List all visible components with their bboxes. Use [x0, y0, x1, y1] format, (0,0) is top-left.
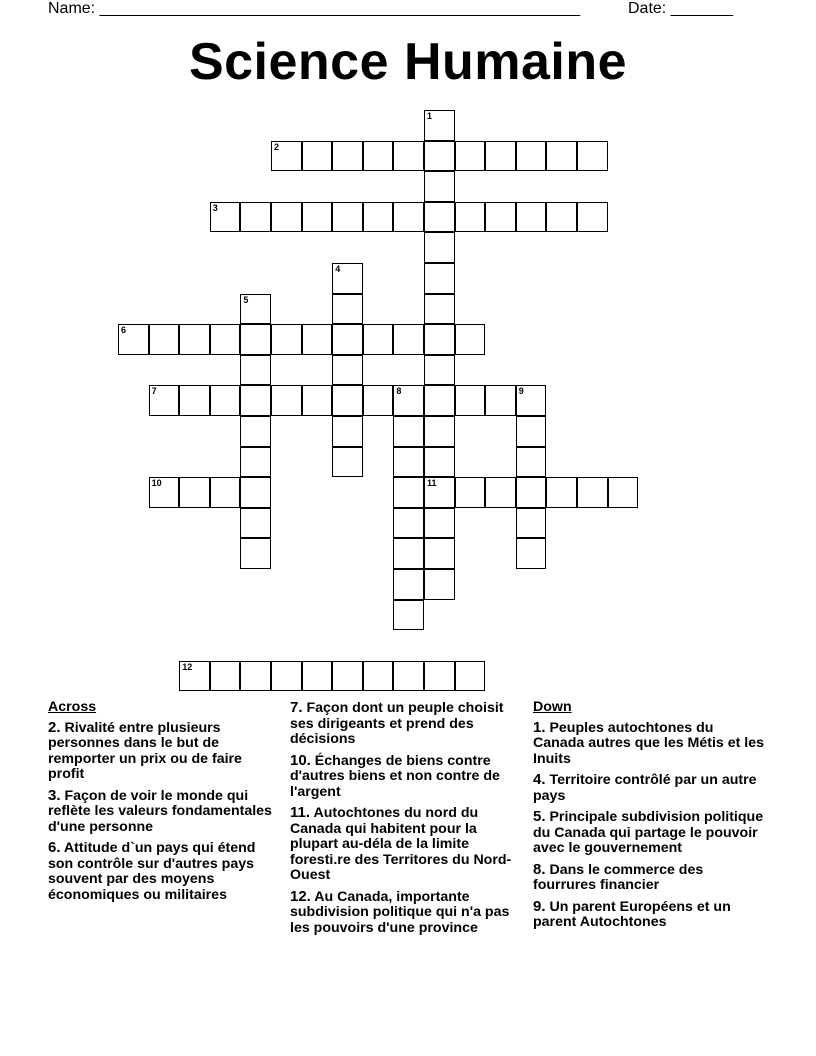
grid-cell[interactable]: [424, 171, 455, 202]
grid-cell[interactable]: [149, 477, 180, 508]
clue-number-label: 2: [274, 141, 280, 152]
grid-cell[interactable]: [608, 477, 639, 508]
clue-text: Rivalité entre plusieurs personnes dans le but de remporter un prix ou de faire profit: [48, 719, 242, 782]
clue-number: 11.: [290, 804, 311, 821]
clues-column-1: [48, 700, 280, 908]
grid-cell[interactable]: [302, 141, 333, 172]
grid-cell[interactable]: [210, 477, 241, 508]
clue-number-label: 5: [243, 294, 249, 305]
clue-text: Échanges de biens contre d'autres biens et non contre de l'argent: [290, 752, 500, 800]
grid-cell[interactable]: [424, 569, 455, 600]
clue-number: 10.: [290, 751, 311, 769]
clue-number-label: 7: [151, 386, 157, 397]
clue-number: 1.: [533, 718, 546, 736]
down-clue: [533, 720, 768, 768]
grid-cell[interactable]: [393, 202, 424, 233]
grid-cell[interactable]: [455, 202, 486, 233]
grid-cell[interactable]: [546, 477, 577, 508]
clue-number-label: 6: [121, 325, 127, 336]
grid-cell[interactable]: [240, 661, 271, 692]
clue-text: Autochtones du nord du Canada qui habitent pour la plupart au-déla de la limite foresti.re des Territores du Nord-Ouest: [290, 805, 512, 883]
grid-cell[interactable]: [210, 324, 241, 355]
down-clue: [533, 862, 768, 894]
down-clue: [533, 772, 768, 804]
grid-cell[interactable]: [516, 477, 547, 508]
grid-cell[interactable]: [393, 141, 424, 172]
grid-cell[interactable]: [393, 508, 424, 539]
grid-cell[interactable]: [240, 294, 271, 325]
grid-cell[interactable]: [424, 232, 455, 263]
clue-number-label: 1: [427, 111, 433, 121]
grid-cell[interactable]: [577, 141, 608, 172]
grid-cell[interactable]: [271, 141, 302, 172]
grid-cell[interactable]: [271, 661, 302, 692]
grid-cell[interactable]: [332, 202, 363, 233]
grid-cell[interactable]: [393, 447, 424, 478]
across-clue: [48, 788, 280, 836]
clue-text: Principale subdivision politique du Canada qui partage le pouvoir avec le gouvernement: [533, 809, 764, 856]
grid-cell[interactable]: [485, 141, 516, 172]
across-clue: [48, 720, 280, 783]
grid-cell[interactable]: [363, 141, 394, 172]
grid-cell[interactable]: [332, 447, 363, 478]
grid-cell[interactable]: [240, 355, 271, 386]
clue-number: 4.: [533, 771, 546, 788]
clues-column-2: [290, 700, 522, 941]
grid-cell[interactable]: [485, 202, 516, 233]
grid-cell[interactable]: [240, 385, 271, 416]
clue-number: 5.: [533, 808, 546, 825]
grid-cell[interactable]: [455, 477, 486, 508]
grid-cell[interactable]: [485, 477, 516, 508]
grid-cell[interactable]: [424, 355, 455, 386]
grid-cell[interactable]: [424, 385, 455, 416]
grid-cell[interactable]: [332, 355, 363, 386]
grid-cell[interactable]: [149, 324, 180, 355]
grid-cell[interactable]: [424, 141, 455, 172]
down-heading: Down: [533, 699, 572, 715]
grid-cell[interactable]: [516, 202, 547, 233]
page-title: Science Humaine: [188, 33, 628, 91]
clue-number: 12.: [290, 887, 311, 905]
across-heading: Across: [48, 699, 97, 715]
grid-cell[interactable]: [271, 324, 302, 355]
clue-text: Dans le commerce des fourrures financier: [533, 861, 704, 893]
grid-cell[interactable]: [240, 447, 271, 478]
across-clue: [290, 700, 522, 748]
grid-cell[interactable]: [332, 263, 363, 294]
clue-number-label: 10: [151, 478, 162, 489]
clue-number-label: 3: [212, 202, 218, 213]
grid-cell[interactable]: [149, 385, 180, 416]
grid-cell[interactable]: [210, 661, 241, 692]
grid-cell[interactable]: [424, 508, 455, 539]
grid-cell[interactable]: [179, 324, 210, 355]
clue-text: Territoire contrôlé par un autre pays: [533, 772, 757, 804]
grid-cell[interactable]: [424, 110, 455, 141]
clue-text: Un parent Européens et un parent Autochtones: [533, 898, 731, 930]
grid-cell[interactable]: [393, 538, 424, 569]
grid-cell[interactable]: [302, 324, 333, 355]
grid-cell[interactable]: [424, 661, 455, 692]
grid-cell[interactable]: [393, 569, 424, 600]
grid-cell[interactable]: [302, 661, 333, 692]
across-clue: [290, 805, 522, 884]
clue-number-label: 4: [335, 264, 341, 274]
grid-cell[interactable]: [240, 477, 271, 508]
grid-cell[interactable]: [332, 141, 363, 172]
down-clue: [533, 899, 768, 931]
grid-cell[interactable]: [577, 202, 608, 233]
grid-cell[interactable]: [577, 477, 608, 508]
grid-cell[interactable]: [210, 202, 241, 233]
grid-cell[interactable]: [424, 263, 455, 294]
grid-cell[interactable]: [516, 141, 547, 172]
clue-number-label: 8: [396, 386, 402, 397]
clue-number: 8.: [533, 860, 546, 878]
clue-number: 2.: [48, 718, 61, 736]
grid-cell[interactable]: [424, 294, 455, 325]
grid-cell[interactable]: [363, 202, 394, 233]
name-field-label: Name: ______________________________________________________: [48, 0, 581, 17]
grid-cell[interactable]: [516, 538, 547, 569]
clue-number-label: 12: [182, 661, 193, 672]
clue-text: Au Canada, importante subdivision politique qui n'a pas les pouvoirs d'une province: [290, 888, 510, 936]
grid-cell[interactable]: [485, 385, 516, 416]
grid-cell[interactable]: [179, 661, 210, 692]
grid-cell[interactable]: [424, 416, 455, 447]
clue-number-label: 9: [518, 386, 524, 397]
grid-cell[interactable]: [332, 416, 363, 447]
grid-cell[interactable]: [302, 202, 333, 233]
grid-cell[interactable]: [424, 477, 455, 508]
down-clue: [533, 809, 768, 857]
grid-cell[interactable]: [424, 447, 455, 478]
grid-cell[interactable]: [271, 385, 302, 416]
grid-cell[interactable]: [516, 416, 547, 447]
grid-cell[interactable]: [393, 385, 424, 416]
across-clue: [48, 840, 280, 903]
grid-cell[interactable]: [424, 202, 455, 233]
grid-cell[interactable]: [118, 324, 149, 355]
grid-cell[interactable]: [271, 202, 302, 233]
clue-number: 9.: [533, 897, 546, 915]
grid-cell[interactable]: [393, 600, 424, 631]
grid-cell[interactable]: [179, 477, 210, 508]
grid-cell[interactable]: [516, 508, 547, 539]
grid-cell[interactable]: [424, 538, 455, 569]
clue-number: 7.: [290, 699, 303, 716]
grid-cell[interactable]: [393, 661, 424, 692]
grid-cell[interactable]: [546, 141, 577, 172]
grid-cell[interactable]: [424, 324, 455, 355]
grid-cell[interactable]: [455, 141, 486, 172]
grid-cell[interactable]: [332, 385, 363, 416]
grid-cell[interactable]: [455, 661, 486, 692]
grid-cell[interactable]: [363, 385, 394, 416]
grid-cell[interactable]: [516, 385, 547, 416]
grid-cell[interactable]: [240, 538, 271, 569]
clues-column-3: [533, 700, 768, 936]
grid-cell[interactable]: [332, 324, 363, 355]
clue-text: Attitude d`un pays qui étend son contrôle sur d'autres pays souvent par des moyens économiques ou militaires: [48, 840, 256, 903]
grid-cell[interactable]: [363, 661, 394, 692]
grid-cell[interactable]: [240, 508, 271, 539]
grid-cell[interactable]: [240, 416, 271, 447]
clue-number: 6.: [48, 839, 61, 856]
clue-text: Façon de voir le monde qui reflète les valeurs fondamentales d'une personne: [48, 787, 272, 835]
clue-text: Façon dont un peuple choisit ses dirigeants et prend des décisions: [290, 700, 504, 747]
grid-cell[interactable]: [179, 385, 210, 416]
grid-cell[interactable]: [240, 202, 271, 233]
grid-cell[interactable]: [302, 385, 333, 416]
grid-cell[interactable]: [393, 416, 424, 447]
grid-cell[interactable]: [393, 477, 424, 508]
grid-cell[interactable]: [240, 324, 271, 355]
date-field-label: Date: _______: [628, 0, 733, 17]
across-clue: [290, 889, 522, 937]
grid-cell[interactable]: [516, 447, 547, 478]
grid-cell[interactable]: [210, 385, 241, 416]
grid-cell[interactable]: [393, 324, 424, 355]
grid-cell[interactable]: [332, 661, 363, 692]
grid-cell[interactable]: [455, 385, 486, 416]
grid-cell[interactable]: [332, 294, 363, 325]
clue-number-label: 11: [427, 478, 437, 489]
clue-text: Peuples autochtones du Canada autres que les Métis et les Inuits: [533, 719, 765, 767]
grid-cell[interactable]: [546, 202, 577, 233]
clue-number: 3.: [48, 786, 61, 804]
across-clue: [290, 753, 522, 801]
grid-cell[interactable]: [363, 324, 394, 355]
grid-cell[interactable]: [455, 324, 486, 355]
